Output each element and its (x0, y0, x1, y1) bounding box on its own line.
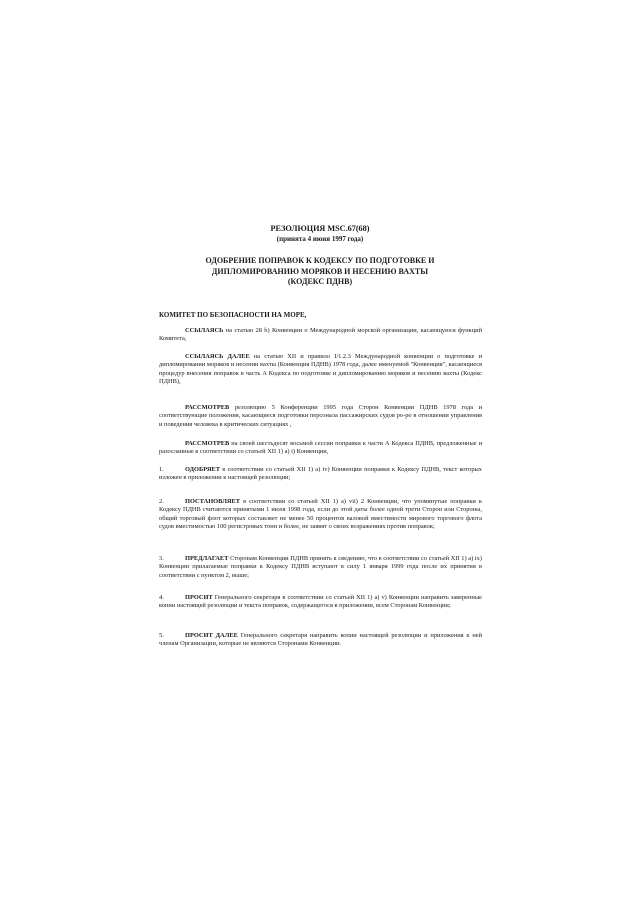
paragraph-number: 1. (159, 466, 164, 473)
operative-paragraph (159, 594, 482, 611)
paragraph-text: на статью 28 b) Конвенции о Международной морской организации, касающуюся функций Комитета, (159, 327, 482, 343)
preamble-paragraph (159, 440, 482, 457)
paragraph-number: 3. (159, 555, 164, 562)
paragraph-verb: ПРЕДЛАГАЕТ (185, 555, 229, 562)
heading-line: (КОДЕКС ПДНВ) (287, 277, 353, 286)
preamble-paragraph (159, 327, 482, 344)
committee-name: КОМИТЕТ ПО БЕЗОПАСНОСТИ НА МОРЕ, (159, 311, 307, 319)
paragraph-number: 5. (159, 632, 164, 639)
paragraph-text: Генерального секретаря направить копии настоящей резолюции и приложения к ней членам Организации, которые не являются Сторонами Конвенции. (159, 632, 482, 648)
preamble-paragraph (159, 353, 482, 387)
operative-paragraph (159, 466, 482, 483)
paragraph-number: 4. (159, 594, 164, 601)
paragraph-number: 2. (159, 498, 164, 505)
paragraph-text: на своей шестьдесят восьмой сессии поправки к части А Кодекса ПДНВ, предложенные и разосланные в соответствии со статьей XII 1) a) i) Конвенции, (159, 440, 482, 456)
paragraph-verb: ПОСТАНОВЛЯЕТ (185, 498, 241, 505)
paragraph-text: в соответствии со статьей XII 1) a) vii) 2 Конвенции, что упомянутые поправки к Кодексу ПДНВ считаются принятыми 1 июля 1998 года, если до этой даты более одной трети Сторон или Стороны, общий торговый флот которых составляет не менее 50 процентов валовой вместимости мирового торгового флота судов вместимостью 100 регистровых тонн и более, не заявят о своих возражениях против поправок; (159, 498, 482, 531)
heading-line: ОДОБРЕНИЕ ПОПРАВОК К КОДЕКСУ ПО ПОДГОТОВКЕ И (205, 256, 435, 265)
paragraph-verb: РАССМОТРЕВ (185, 404, 230, 411)
paragraph-text: на статью XII и правило I/1.2.3 Международной конвенции о подготовке и дипломировании моряков и несении вахты (Конвенция ПДНВ) 1978 года, далее именуемой "Конвенция", касающиеся процедур внесения поправок в часть А Кодекса по подготовке и дипломированию моряков и несению вахты (Кодекс ПДНВ), (159, 353, 483, 386)
paragraph-text: в соответствии со статьей XII 1) a) iv) Конвенции поправки к Кодексу ПДНВ, текст которых изложен в приложении к настоящей резолюции; (159, 466, 482, 482)
operative-paragraph (159, 498, 482, 532)
paragraph-verb: ССЫЛАЯСЬ (185, 327, 224, 334)
paragraph-verb: ПРОСИТ ДАЛЕЕ (185, 632, 238, 639)
resolution-title: РЕЗОЛЮЦИЯ MSC.67(68) (270, 224, 370, 233)
document-heading (0, 256, 640, 288)
paragraph-text: резолюцию 5 Конференции 1995 года Сторон Конвенции ПДНВ 1978 года и соответствующие положения, касающиеся подготовки персонала пассажирских судов ро-ро в отношении управления и поведения человека в критических ситуациях , (159, 404, 482, 428)
preamble-paragraph (159, 404, 482, 429)
adoption-date: (принята 4 июня 1997 года) (276, 235, 364, 243)
paragraph-verb: РАССМОТРЕВ (185, 440, 230, 447)
operative-paragraph (159, 555, 482, 580)
operative-paragraph (159, 632, 482, 649)
paragraph-verb: ОДОБРЯЕТ (185, 466, 220, 473)
paragraph-verb: ССЫЛАЯСЬ ДАЛЕЕ (185, 353, 250, 360)
paragraph-text: Сторонам Конвенции ПДНВ принять к сведению, что в соответствии со статьей XII 1) a) ix) Конвенции прилагаемые поправки к Кодексу ПДНВ вступают в силу 1 января 1999 года после их принятия в соответствии с пунктом 2, выше; (159, 555, 482, 579)
heading-line: ДИПЛОМИРОВАНИЮ МОРЯКОВ И НЕСЕНИЮ ВАХТЫ (211, 266, 429, 276)
paragraph-verb: ПРОСИТ (185, 594, 213, 601)
paragraph-text: Генерального секретаря в соответствии со статьей XII 1) a) v) Конвенции направить заверенные копии настоящей резолюции и текста поправок, содержащегося в приложении, всем Сторонам Конвенции; (159, 594, 482, 610)
